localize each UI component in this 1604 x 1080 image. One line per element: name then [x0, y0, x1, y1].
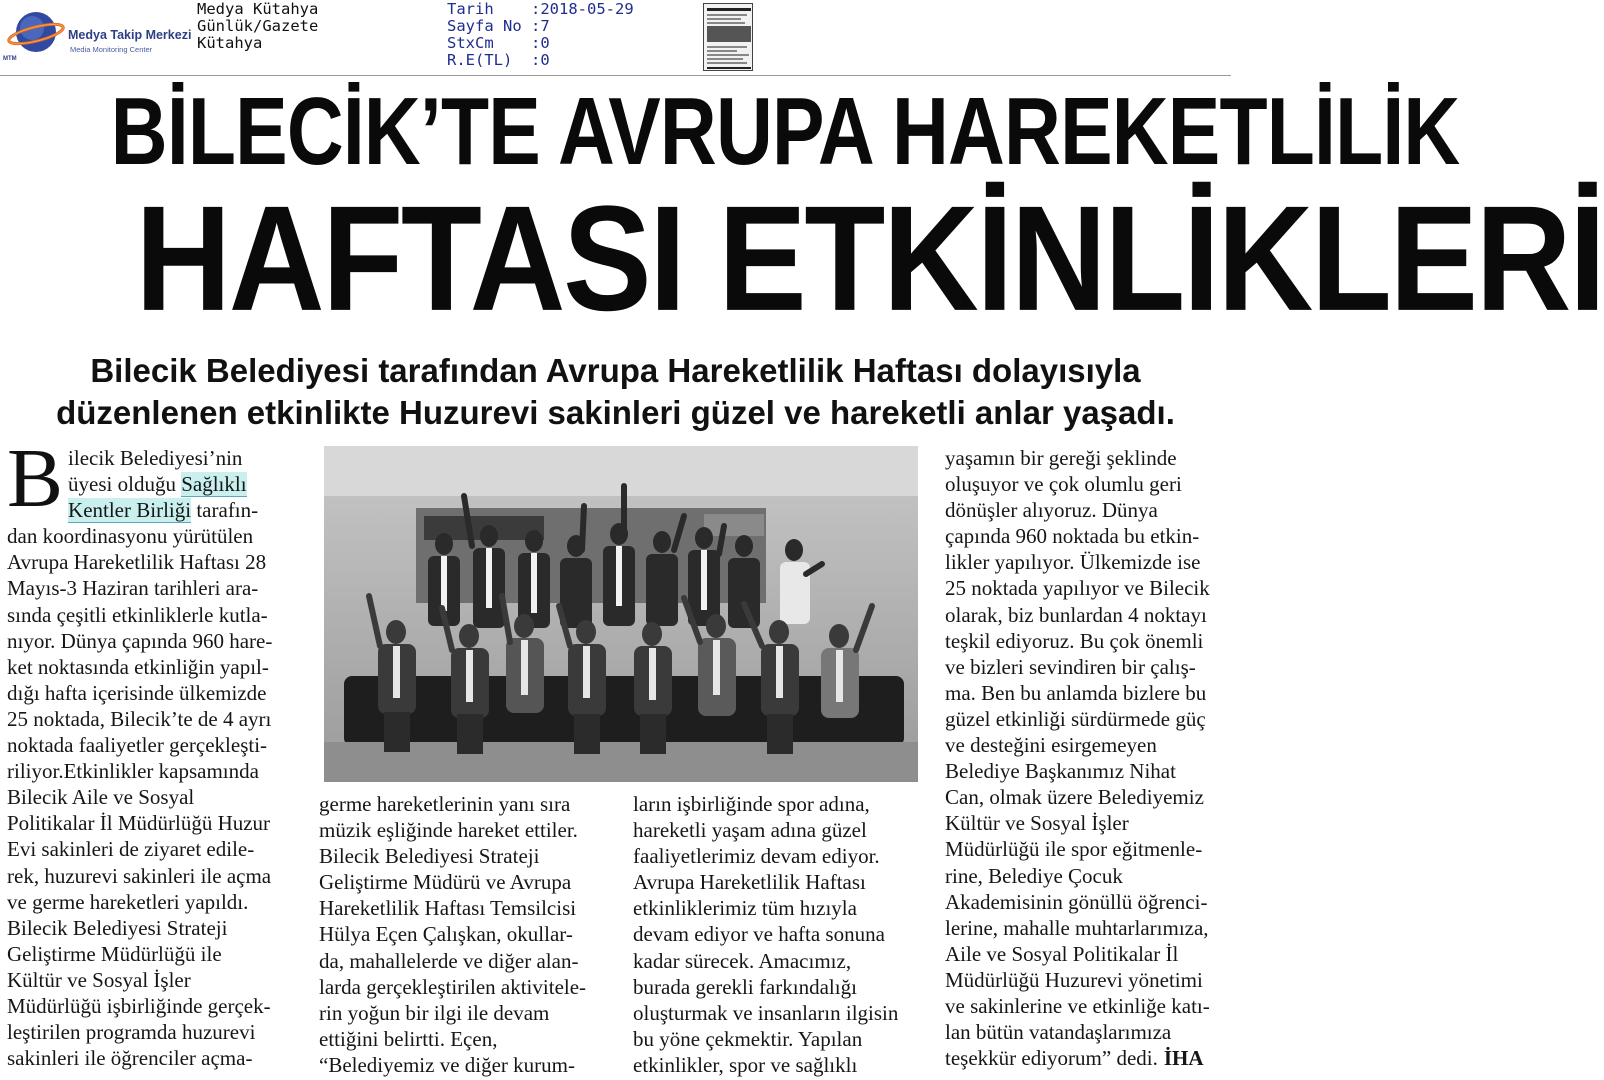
text-line: yaşamın bir gereği şeklinde [945, 446, 1177, 470]
text-line: Evi sakinleri de ziyaret edile- [7, 837, 255, 862]
text-fragment: tarafın- [191, 498, 259, 523]
clipping-header [0, 0, 1231, 76]
globe-logo-icon [6, 7, 62, 57]
text-line: lan bütün vatandaşlarımıza [945, 1020, 1172, 1045]
meta-value: :0 [531, 34, 550, 52]
text-fragment: üyesi olduğu [68, 472, 182, 497]
meta-key: StxCm [447, 34, 494, 52]
text-line: etkinlikler, spor ve sağlıklı [633, 1052, 858, 1077]
text-line: 25 noktada, Bilecik’te de 4 ayrı [7, 706, 272, 731]
clipping-meta [447, 1, 634, 69]
text-line: Bilecik Belediyesi Strateji [7, 915, 228, 940]
subheadline-line-2: düzenlenen etkinlikte Huzurevi sakinleri güzel ve hareketli anlar yaşadı. [56, 394, 1175, 431]
text-line: teşkil ediyoruz. Bu çok önemli [945, 628, 1204, 653]
text-line: burada gerekli farkındalığı [633, 974, 857, 999]
text-line: Avrupa Hareketlilik Haftası 28 [7, 550, 267, 575]
text-line: ların işbirliğinde spor adına, [633, 792, 870, 816]
text-line: germe hareketlerinin yanı sıra [319, 792, 571, 816]
subheadline-line-1: Bilecik Belediyesi tarafından Avrupa Hareketlilik Haftası dolayısıyla [90, 352, 1141, 389]
text-line: Can, olmak üzere Belediyemiz [945, 785, 1204, 810]
text-line: ve desteğini esirgemeyen [945, 733, 1157, 758]
meta-row-date [447, 1, 634, 18]
text-line: sında çeşitli etkinliklerle kutla- [7, 602, 268, 627]
highlighted-keyword[interactable]: Sağlıklı [181, 472, 247, 497]
article-column-3 [633, 791, 923, 1078]
meta-row-stxcm [447, 35, 634, 52]
article-column-4 [945, 445, 1230, 1071]
text-line: olarak, biz bunlardan 4 noktayı [945, 602, 1207, 627]
text-line: Belediye Başkanımız Nihat [945, 759, 1176, 784]
text-line: rin yoğun bir ilgi ile devam [319, 1000, 550, 1025]
text-line: dan koordinasyonu yürütülen [7, 524, 254, 549]
text-line: güzel etkinliği sürdürmede güç [945, 706, 1206, 731]
text-line: hareketli yaşam adına güzel [633, 818, 867, 843]
text-line: likler yapılıyor. Ülkemizde ise [945, 550, 1201, 575]
text-line: Mayıs-3 Haziran tarihleri ara- [7, 576, 259, 601]
text-line: dığı hafta içerisinde ülkemizde [7, 680, 267, 705]
text-line: müzik eşliğinde hareket ettiler. [319, 818, 578, 843]
publication-info [197, 1, 318, 52]
article-column-1 [7, 432, 297, 1071]
text-line: riliyor.Etkinlikler kapsamında [7, 759, 259, 784]
text-line: ilecik Belediyesi’nin [68, 446, 243, 470]
highlighted-keyword[interactable]: Kentler Birliği [68, 498, 192, 523]
meta-value: :0 [531, 51, 550, 69]
text-line: dönüşler alıyoruz. Dünya [945, 498, 1158, 523]
text-line: etkinliklerimiz tüm hızıyla [633, 896, 857, 921]
text-line: faaliyetlerimiz devam ediyor. [633, 844, 880, 869]
text-line: leştirilen programda huzurevi [7, 1020, 256, 1045]
text-line: oluşuyor ve çok olumlu geri [945, 472, 1182, 497]
text-line: Aile ve Sosyal Politikalar İl [945, 941, 1179, 966]
drop-cap: B [7, 432, 64, 525]
text-line: Avrupa Hareketlilik Haftası [633, 870, 866, 895]
text-line: rek, huzurevi sakinleri ile açma [7, 863, 272, 888]
article-photo[interactable] [324, 446, 918, 782]
text-line: rine, Belediye Çocuk [945, 863, 1123, 888]
headline-line-1: BİLECİK’TE AVRUPA HAREKETLİLİK [110, 78, 1460, 185]
meta-row-re [447, 52, 634, 69]
article-column-2 [319, 791, 609, 1078]
text-line: Müdürlüğü işbirliğinde gerçek- [7, 993, 271, 1018]
group-photo-icon [324, 446, 918, 782]
text-fragment: teşekkür ediyorum” dedi. [945, 1046, 1158, 1071]
meta-value: :7 [531, 17, 550, 35]
logo-mark: MTM [3, 56, 17, 62]
text-line: oluşturmak ve insanların ilgisin [633, 1000, 899, 1025]
text-line: Müdürlüğü ile spor eğitmenle- [945, 837, 1203, 862]
text-line: bu yöne çekmektir. Yapılan [633, 1026, 863, 1051]
text-line: da, mahallelerde ve diğer alan- [319, 948, 579, 973]
logo-name: Medya Takip Merkezi [68, 28, 192, 42]
text-line: Kültür ve Sosyal İşler [945, 811, 1129, 836]
publication-city: Kütahya [197, 34, 263, 52]
meta-key: Tarih [447, 0, 494, 18]
publication-name: Medya Kütahya [197, 0, 319, 18]
text-line: ve sakinlerine ve etkinliğe katı- [945, 993, 1210, 1018]
text-line: “Belediyemiz ve diğer kurum- [319, 1052, 575, 1077]
text-line: 25 noktada yapılıyor ve Bilecik [945, 576, 1210, 601]
text-line: ma. Ben bu anlamda bizlere bu [945, 680, 1207, 705]
meta-key: R.E(TL) [447, 51, 513, 69]
text-line: Bilecik Belediyesi Strateji [319, 844, 540, 869]
text-line: Müdürlüğü Huzurevi yönetimi [945, 967, 1203, 992]
text-line: çapında 960 noktada bu etkin- [945, 524, 1200, 549]
text-line: ve germe hareketleri yapıldı. [7, 889, 249, 914]
text-line: ket noktasında etkinliğin yapıl- [7, 654, 269, 679]
text-line: noktada faaliyetler gerçekleşti- [7, 733, 268, 758]
text-line: Akademisinin gönüllü öğrenci- [945, 889, 1208, 914]
text-line: ve bizleri sevindiren bir çalış- [945, 654, 1196, 679]
byline-source: İHA [1163, 1046, 1204, 1071]
text-line: nıyor. Dünya çapında 960 hare- [7, 628, 273, 653]
meta-value: :2018-05-29 [531, 0, 634, 18]
text-line: Hülya Eçen Çalışkan, okullar- [319, 922, 573, 947]
text-line: sakinleri ile öğrenciler açma- [7, 1046, 253, 1071]
headline-line-2: HAFTASI ETKİNLİKLERİ [135, 175, 1604, 343]
text-line: Politikalar İl Müdürlüğü Huzur [7, 811, 271, 836]
publication-type: Günlük/Gazete [197, 17, 319, 35]
text-line: larda gerçekleştirilen aktivitele- [319, 974, 587, 999]
text-line: Bilecik Aile ve Sosyal [7, 785, 195, 810]
text-line: Hareketlilik Haftası Temsilcisi [319, 896, 577, 921]
text-line: kadar sürecek. Amacımız, [633, 948, 852, 973]
text-line: Geliştirme Müdürlüğü ile [7, 941, 222, 966]
mtm-logo [0, 3, 196, 61]
logo-subtitle: Media Monitoring Center [70, 45, 153, 54]
text-line: lerine, mahalle muhtarlarımıza, [945, 915, 1209, 940]
text-line: Geliştirme Müdürü ve Avrupa [319, 870, 572, 895]
meta-key: Sayfa No [447, 17, 522, 35]
text-line: Kültür ve Sosyal İşler [7, 967, 191, 992]
page-thumbnail-icon[interactable] [703, 3, 753, 71]
text-line [945, 1045, 1230, 1071]
text-line: devam ediyor ve hafta sonuna [633, 922, 885, 947]
meta-row-page [447, 18, 634, 35]
text-line: ettiğini belirtti. Eçen, [319, 1026, 498, 1051]
